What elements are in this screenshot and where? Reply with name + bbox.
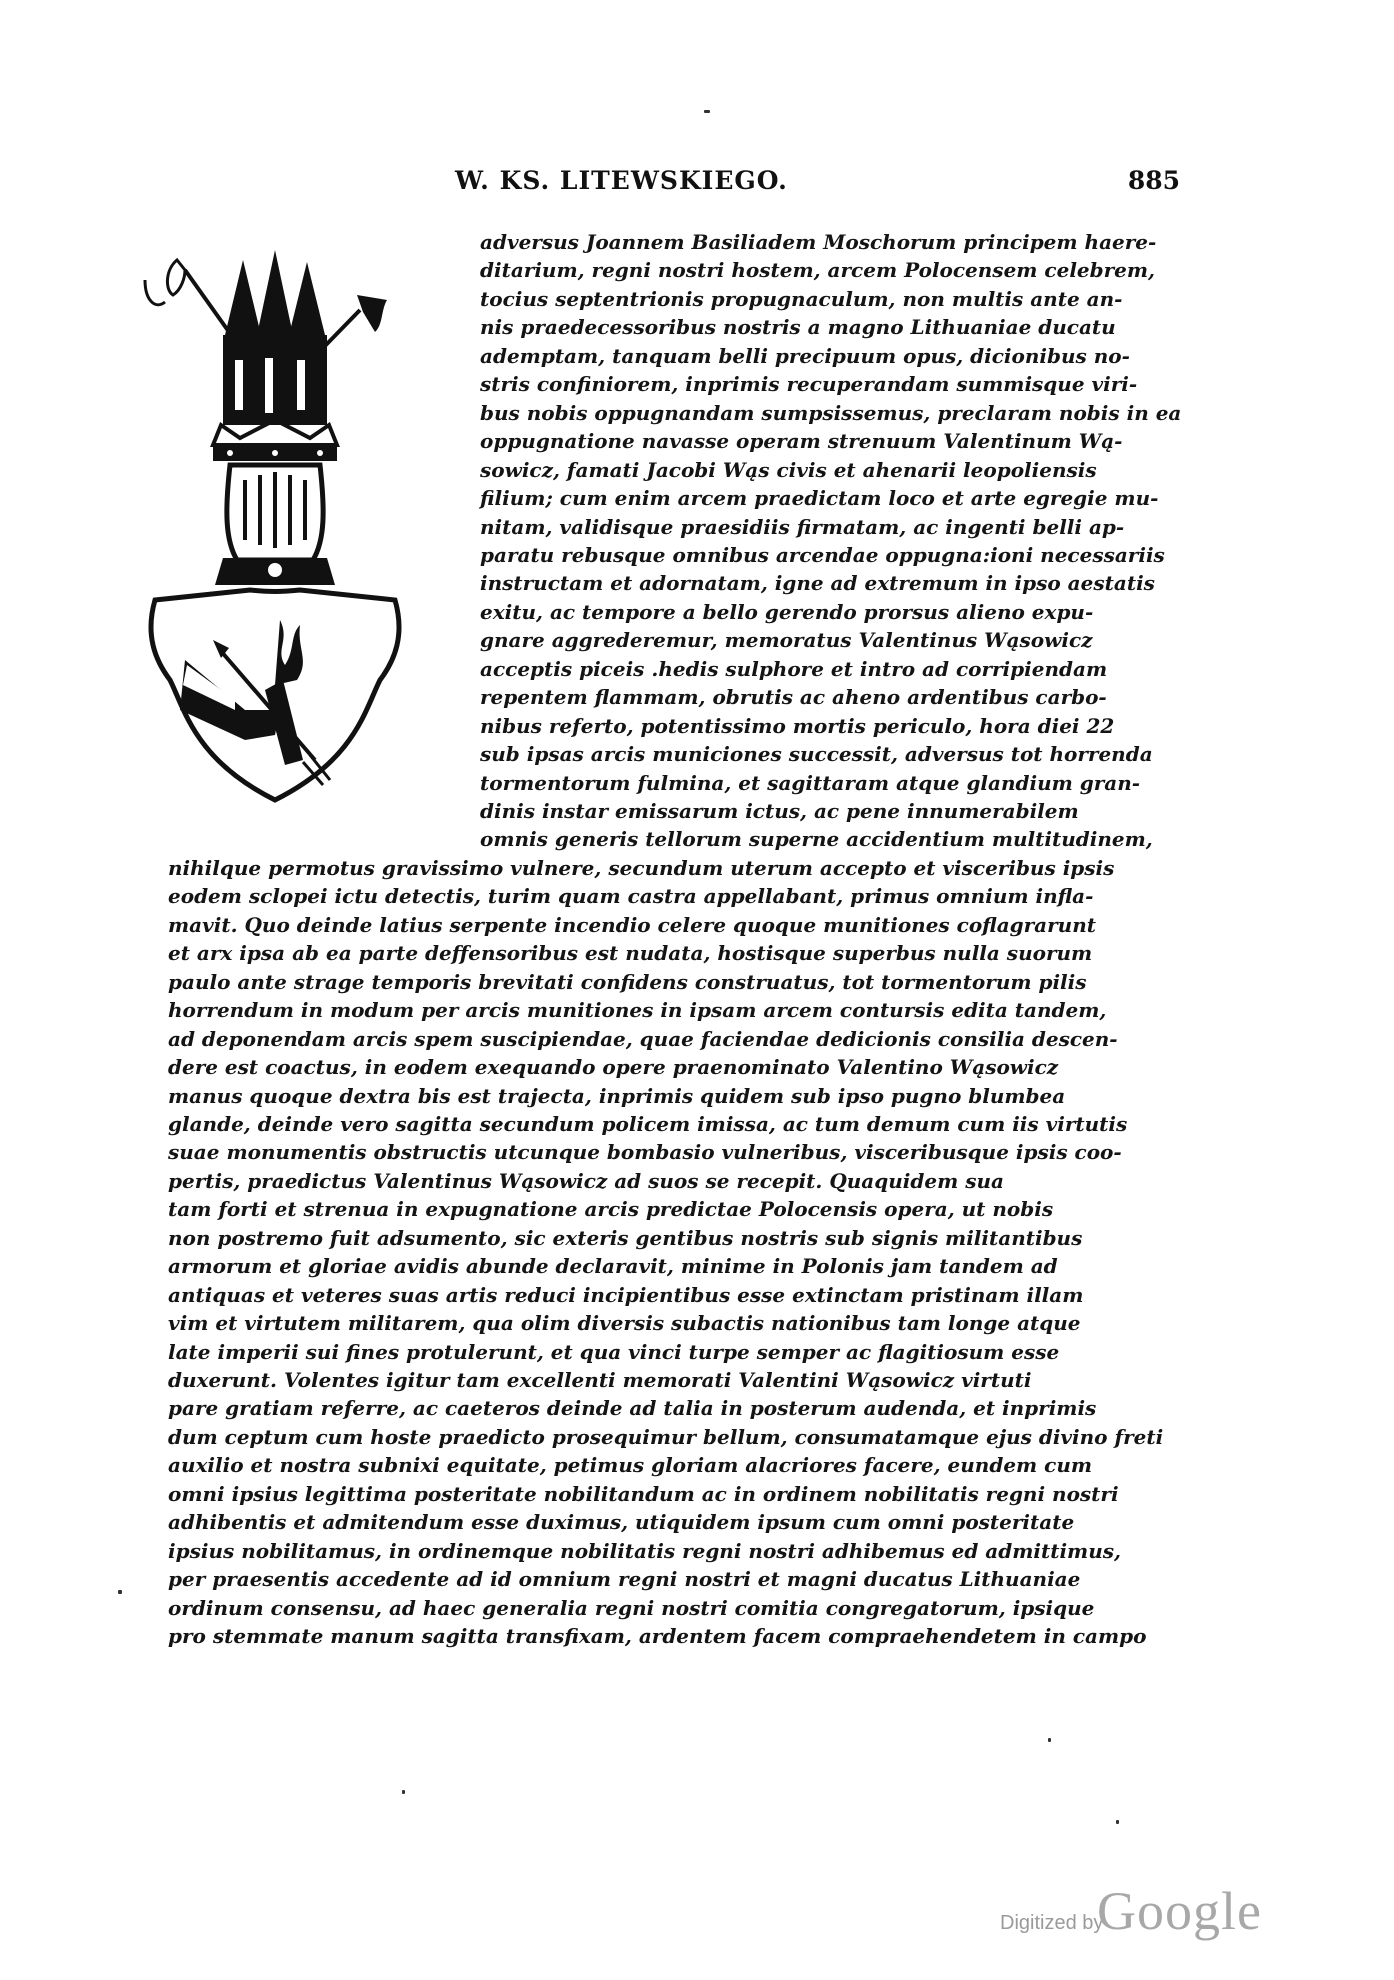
- text-line: pare gratiam referre, ac caeteros deinde ad talia in posterum audenda, et inprimis: [168, 1396, 1097, 1421]
- text-line: mavit. Quo deinde latius serpente incendio celere quoque munitiones coflagrarunt: [168, 912, 1096, 937]
- text-line: non postremo fuit adsumento, sic exteris gentibus nostris sub signis militantibus: [168, 1225, 1083, 1250]
- text-line: duxerunt. Volentes igitur tam excellenti memorati Valentini Wąsowicz virtuti: [168, 1368, 1032, 1392]
- text-line: exitu, ac tempore a bello gerendo prorsus alieno expu-: [480, 599, 1094, 624]
- text-line: gnare aggrederemur, memoratus Valentinus Wąsowicz: [480, 628, 1093, 653]
- scan-speck: [402, 1790, 405, 1794]
- text-line: sowicz, famati Jacobi Wąs civis et ahenarii leopoliensis: [480, 457, 1097, 482]
- text-line: nitam, validisque praesidiis firmatam, ac ingenti belli ap-: [480, 514, 1125, 539]
- text-line: ordinum consensu, ad haec generalia regni nostri comitia congregatorum, ipsique: [168, 1595, 1095, 1620]
- digitized-by-label: Digitized by: [1000, 1912, 1104, 1934]
- text-line: omnis generis tellorum superne accidentium multitudinem,: [480, 827, 1153, 852]
- text-line: eodem sclopei ictu detectis, turim quam castra appellabant, primus omnium infla-: [168, 884, 1094, 909]
- text-line: tormentorum fulmina, et sagittaram atque glandium gran-: [480, 770, 1141, 795]
- text-line: dere est coactus, in eodem exequando opere praenominato Valentino Wąsowicz: [168, 1055, 1059, 1080]
- text-line: pertis, praedictus Valentinus Wąsowicz ad suos se recepit. Quaquidem sua: [168, 1168, 1004, 1193]
- text-line: pro stemmate manum sagitta transfixam, ardentem facem compraehendetem in campo: [168, 1624, 1147, 1649]
- text-line: manus quoque dextra bis est trajecta, inprimis quidem sub ipso pugno blumbea: [168, 1083, 1066, 1108]
- text-line: sub ipsas arcis municiones successit, adversus tot horrenda: [480, 742, 1153, 767]
- text-line: dinis instar emissarum ictus, ac pene innumerabilem: [480, 799, 1079, 823]
- text-line: bus nobis oppugnandam sumpsissemus, preclaram nobis in ea: [480, 400, 1182, 425]
- text-line: ad deponendam arcis spem suscipiendae, quae faciendae dedicionis consilia descen-: [168, 1026, 1118, 1051]
- text-line: adhibentis et admitendum esse duximus, utiquidem ipsum cum omni posteritate: [168, 1510, 1075, 1535]
- scan-speck: [1116, 1820, 1119, 1824]
- text-line: vim et virtutem militarem, qua olim diversis subactis nationibus tam longe atque: [168, 1311, 1081, 1336]
- scan-speck: [118, 1590, 122, 1594]
- text-line: armorum et gloriae avidis abunde declaravit, minime in Polonis jam tandem ad: [168, 1254, 1058, 1279]
- page-number: 885: [1127, 166, 1180, 195]
- text-line: oppugnatione navasse operam strenuum Valentinum Wą-: [480, 429, 1123, 454]
- text-line: antiquas et veteres suas artis reduci incipientibus esse extinctam pristinam illam: [168, 1282, 1084, 1307]
- text-line: glande, deinde vero sagitta secundum policem imissa, ac tum demum cum iis virtutis: [168, 1111, 1128, 1136]
- text-line: tocius septentrionis propugnaculum, non multis ante an-: [480, 286, 1123, 311]
- text-line: filium; cum enim arcem praedictam loco et arte egregie mu-: [480, 486, 1159, 511]
- text-line: et arx ipsa ab ea parte deffensoribus est nudata, hostisque superbus nulla suorum: [168, 941, 1093, 966]
- scan-speck: [1048, 1738, 1051, 1742]
- text-line: repentem flammam, obrutis ac aheno ardentibus carbo-: [480, 685, 1107, 710]
- text-line: stris confiniorem, inprimis recuperandam summisque viri-: [480, 372, 1138, 397]
- text-line: instructam et adornatam, igne ad extremum in ipso aestatis: [480, 571, 1155, 596]
- text-line: dum ceptum cum hoste praedicto prosequimur bellum, consumatamque ejus divino freti: [168, 1424, 1164, 1449]
- text-line: ipsius nobilitamus, in ordinemque nobilitatis regni nostri adhibemus ed admittimus,: [168, 1538, 1121, 1563]
- text-line: suae monumentis obstructis utcunque bombasio vulneribus, visceribusque ipsis coo-: [168, 1140, 1122, 1165]
- google-logo-text: Google: [1097, 1881, 1262, 1941]
- text-line: late imperii sui fines protulerunt, et qua vinci turpe semper ac flagitiosum esse: [168, 1339, 1060, 1364]
- text-line: auxilio et nostra subnixi equitate, petimus gloriam alacriores facere, eundem cum: [168, 1453, 1093, 1478]
- text-line: omni ipsius legittima posteritate nobilitandum ac in ordinem nobilitatis regni nostri: [168, 1481, 1119, 1506]
- text-line: per praesentis accedente ad id omnium regni nostri et magni ducatus Lithuaniae: [168, 1567, 1081, 1592]
- text-line: ademptam, tanquam belli precipuum opus, dicionibus no-: [480, 343, 1130, 368]
- coat-of-arms-icon: [125, 240, 445, 820]
- flag-icon: [321, 295, 387, 350]
- text-line: paulo ante strage temporis brevitati confidens construatus, tot tormentorum pilis: [168, 969, 1087, 994]
- text-line: nis praedecessoribus nostris a magno Lithuaniae ducatu: [480, 315, 1116, 340]
- text-line: ditarium, regni nostri hostem, arcem Polocensem celebrem,: [480, 258, 1156, 283]
- text-line: nibus referto, potentissimo mortis periculo, hora diei 22: [480, 713, 1115, 738]
- flag-icon: [145, 260, 229, 332]
- plume-icon: [223, 250, 327, 425]
- text-line: paratu rebusque omnibus arcendae oppugna:ioni necessariis: [480, 542, 1165, 567]
- crown-icon: [213, 420, 337, 461]
- text-line: nihilque permotus gravissimo vulnere, secundum uterum accepto et visceribus ipsis: [168, 855, 1115, 880]
- text-line: tam forti et strenua in expugnatione arcis predictae Polocensis opera, ut nobis: [168, 1197, 1054, 1222]
- running-header: W. KS. LITEWSKIEGO.: [455, 166, 788, 195]
- text-line: adversus Joannem Basiliadem Moschorum principem haere-: [480, 230, 1157, 254]
- helmet-icon: [215, 465, 335, 585]
- text-line: acceptis piceis .hedis sulphore et intro ad corripiendam: [480, 656, 1108, 681]
- scan-speck: [704, 110, 710, 113]
- text-line: horrendum in modum per arcis munitiones in ipsam arcem contursis edita tandem,: [168, 998, 1107, 1023]
